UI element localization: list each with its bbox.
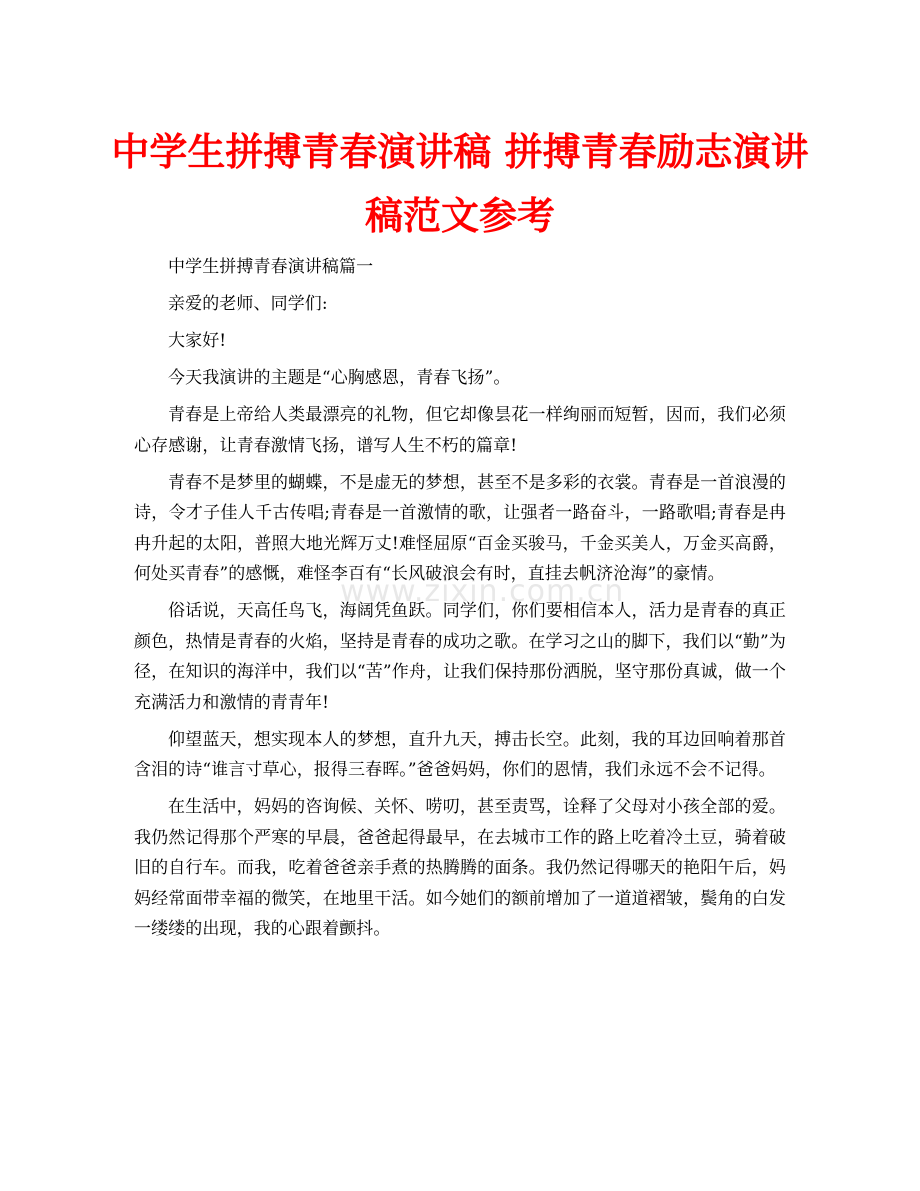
paragraph-heading: 中学生拼搏青春演讲稿篇一 [168,257,374,277]
paragraph: 青春是上帝给人类最漂亮的礼物，但它却像昙花一样绚丽而短暂，因而，我们必须心存感谢，让青春激情飞扬，谱写人生不朽的篇章! [134,405,786,456]
paragraph-salutation: 亲爱的老师、同学们: [168,294,328,314]
title-line-1: 中学生拼搏青春演讲稿 拼搏青春励志演讲 [111,130,809,174]
paragraph: 青春不是梦里的蝴蝶，不是虚无的梦想，甚至不是多彩的衣裳。青春是一首浪漫的诗，令才子佳人千古传唱;青春是一首激情的歌，让强者一路奋斗，一路歌唱;青春是冉冉升起的太阳，普照大地光辉万丈!难怪屈原“百金买骏马，千金买美人，万金买高爵，何处买青春”的感慨，难怪李百有“长风破浪会有时，直挂去帆济沧海”的豪情。 [134,472,786,584]
paragraph-greeting: 大家好! [168,331,227,351]
watermark: www.zixin.com.cn [340,574,625,609]
paragraph-topic: 今天我演讲的主题是“心胸感恩，青春飞扬”。 [168,368,511,388]
title-line-2: 稿范文参考 [364,194,555,238]
paragraph: 仰望蓝天，想实现本人的梦想，直升九天，搏击长空。此刻，我的耳边回响着那首含泪的诗“谁言寸草心，报得三春晖。”爸爸妈妈，你们的恩情，我们永远不会不记得。 [134,729,786,780]
paragraph: 在生活中，妈妈的咨询候、关怀、唠叨，甚至责骂，诠释了父母对小孩全部的爱。我仍然记得那个严寒的早晨，爸爸起得最早，在去城市工作的路上吃着冷土豆，骑着破旧的自行车。而我，吃着爸爸亲手煮的热腾腾的面条。我仍然记得哪天的艳阳午后，妈妈经常面带幸福的微笑，在地里干活。如今她们的额前增加了一道道褶皱，鬓角的白发一缕缕的出现，我的心跟着颤抖。 [134,797,786,939]
paragraph: 俗话说，天高任鸟飞，海阔凭鱼跃。同学们，你们要相信本人，活力是青春的真正颜色，热情是青春的火焰，坚持是青春的成功之歌。在学习之山的脚下，我们以“勤”为径，在知识的海洋中，我们以“苦”作舟，让我们保持那份洒脱，坚守那份真诚，做一个充满活力和激情的青青年! [134,601,786,713]
document-body [134,252,786,951]
document-title [100,120,820,248]
